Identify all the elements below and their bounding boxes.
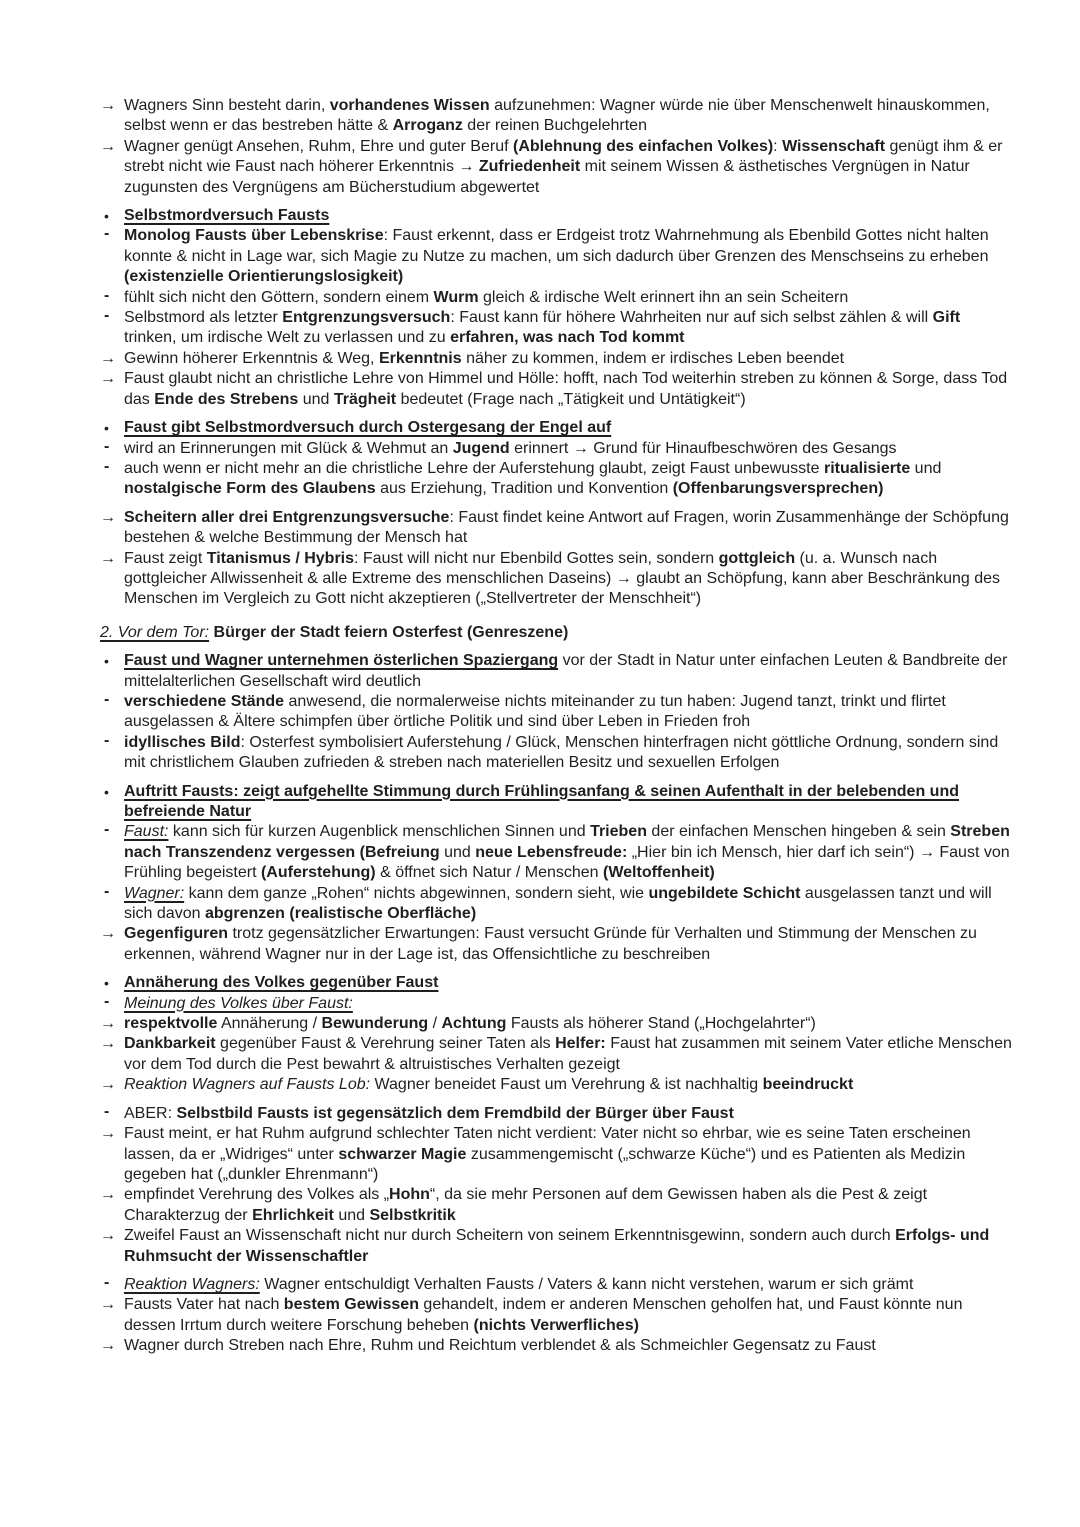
text-run: Selbstbild Fausts ist gegensätzlich dem Fremdbild der Bürger über Faust bbox=[176, 1104, 734, 1122]
dash-marker-icon: - bbox=[104, 307, 110, 325]
text-run: aufzunehmen: Wagner würde nie über Menschenwelt hinauskommen, selbst wenn er das bestreben hätte & bbox=[124, 97, 990, 135]
note-group bbox=[100, 508, 1012, 610]
text-run: nostalgische Form des Glaubens bbox=[124, 480, 376, 498]
text-run: der reinen Buchgelehrten bbox=[462, 117, 647, 135]
note-text bbox=[124, 733, 1012, 774]
text-run: genügt ihm & er strebt nicht wie Faust nach höherer Erkenntnis → bbox=[124, 137, 1003, 176]
arrow-marker-icon: → bbox=[100, 1125, 116, 1143]
text-run: Zufriedenheit bbox=[478, 158, 581, 176]
text-run: / bbox=[428, 1015, 442, 1033]
text-run: mit seinem Wissen & ästhetisches Vergnügen in Natur zugunsten des Vergnügens am Bücherstudium abgewertet bbox=[124, 158, 970, 196]
text-run: ausgelassen tanzt und will sich davon bbox=[124, 884, 992, 923]
note-text bbox=[124, 1275, 1012, 1295]
text-run: erfahren, was nach Tod kommt bbox=[450, 329, 685, 347]
text-run: Wagner beneidet Faust um Verehrung & ist nachhaltig bbox=[370, 1076, 763, 1094]
text-run: und bbox=[333, 1206, 370, 1224]
notes-list bbox=[100, 96, 1012, 1357]
text-run: Titanismus / Hybris bbox=[206, 549, 355, 567]
bullet-marker-icon: • bbox=[104, 783, 109, 800]
text-run: gottgleich bbox=[718, 549, 796, 567]
note-item bbox=[100, 733, 1012, 774]
text-run: gegenüber Faust & Verehrung seiner Taten als bbox=[215, 1035, 556, 1053]
note-item bbox=[100, 226, 1012, 287]
arrow-marker-icon: → bbox=[100, 1015, 116, 1033]
note-item bbox=[100, 1336, 1012, 1356]
note-item bbox=[100, 1124, 1012, 1185]
note-text bbox=[124, 924, 1012, 965]
note-text bbox=[124, 994, 1012, 1014]
text-run: : Faust erkennt, dass er Erdgeist trotz Wahrnehmung als Ebenbild Gottes nicht halten konnte & nicht in Lage war, sich Magie zu Nutze zu machen, um sich dadurch über Grenzen des Menschseins zu erheben bbox=[124, 227, 989, 265]
text-run: respektvolle bbox=[124, 1015, 218, 1033]
note-item bbox=[100, 1275, 1012, 1295]
note-text bbox=[124, 1075, 1012, 1095]
text-run: Auftritt Fausts: zeigt aufgehellte Stimmung durch Frühlingsanfang & seinen Aufenthalt in der belebenden und befreiende Natur bbox=[124, 782, 959, 820]
arrow-marker-icon: → bbox=[100, 508, 116, 526]
text-run: Wagner entschuldigt Verhalten Fausts / Vaters & kann nicht verstehen, warum er sich grämt bbox=[259, 1275, 914, 1293]
text-run: auch wenn er nicht mehr an die christliche Lehre der Auferstehung glaubt, zeigt Faust unbewusste bbox=[124, 459, 824, 477]
text-run: Hohn bbox=[389, 1186, 430, 1204]
text-run: der einfachen Menschen hingeben & sein bbox=[646, 823, 951, 841]
text-run: vorhandenes Wissen bbox=[329, 97, 490, 114]
note-item bbox=[100, 924, 1012, 965]
note-item bbox=[100, 308, 1012, 349]
topic-heading bbox=[100, 651, 1012, 692]
text-run: Faust hat zusammen mit seinem Vater etliche Menschen vor dem Tod durch die Pest bewahrt & altruistisches Verhalten gezeigt bbox=[124, 1035, 1012, 1073]
note-text bbox=[124, 884, 1012, 925]
text-run: Wissenschaft bbox=[782, 137, 886, 155]
note-text bbox=[124, 782, 1012, 823]
text-run: Trägheit bbox=[333, 390, 397, 408]
text-run: (Ablehnung des einfachen Volkes) bbox=[512, 137, 774, 155]
text-run: Zweifel Faust an Wissenschaft nicht nur durch Scheitern von seinem Erkenntnisgewinn, sondern auch durch bbox=[124, 1227, 896, 1245]
text-run: „Hier bin ich Mensch, hier darf ich sein“) → Faust von Frühling begeistert bbox=[124, 843, 1010, 882]
note-group bbox=[100, 973, 1012, 1095]
arrow-marker-icon: → bbox=[100, 1035, 116, 1053]
note-text bbox=[100, 623, 1012, 643]
note-item bbox=[100, 137, 1012, 198]
text-run: Jugend bbox=[452, 439, 510, 457]
text-run: zusammengemischt („schwarze Küche“) und es Patienten als Medizin gegeben hat („dunkler Ehrenmann“) bbox=[124, 1145, 966, 1183]
text-run: Wagner durch Streben nach Ehre, Ruhm und Reichtum verblendet & als Schmeichler Gegensatz zu Faust bbox=[124, 1337, 876, 1355]
text-run: Faust glaubt nicht an christliche Lehre von Himmel und Hölle: hofft, nach Tod weiterhin streben zu können & Sorge, dass Tod das bbox=[124, 370, 1008, 408]
text-run: näher zu kommen, indem er irdisches Leben beendet bbox=[461, 349, 845, 367]
note-item bbox=[100, 508, 1012, 549]
dash-marker-icon: - bbox=[104, 457, 110, 475]
bullet-marker-icon: • bbox=[104, 420, 109, 437]
dash-marker-icon: - bbox=[104, 1102, 110, 1120]
dash-marker-icon: - bbox=[104, 821, 110, 839]
text-run: Faust und Wagner unternehmen österlichen Spaziergang bbox=[124, 652, 559, 670]
note-text bbox=[124, 206, 1012, 226]
dash-marker-icon: - bbox=[104, 437, 110, 455]
text-run: (Befreiung bbox=[359, 843, 440, 861]
note-text bbox=[124, 459, 1012, 500]
text-run: Erfolgs- und Ruhmsucht der Wissenschaftler bbox=[124, 1227, 990, 1265]
note-group bbox=[100, 1275, 1012, 1357]
text-run: Ende des Strebens bbox=[154, 390, 299, 408]
scene-heading bbox=[100, 623, 1012, 643]
note-text bbox=[124, 226, 1012, 287]
note-item bbox=[100, 349, 1012, 369]
arrow-marker-icon: → bbox=[100, 97, 116, 114]
text-run: : Osterfest symbolisiert Auferstehung / Glück, Menschen hinterfragen nicht göttliche Ordnung, sondern sind mit christlichem Glauben zufrieden & streben nach materiellen Besitz und sexuellen Erfolgen bbox=[124, 733, 999, 772]
text-run: Erkenntnis bbox=[378, 349, 462, 367]
dash-marker-icon: - bbox=[104, 225, 110, 243]
note-text bbox=[124, 549, 1012, 610]
bullet-marker-icon: • bbox=[104, 208, 109, 225]
text-run: wird an Erinnerungen mit Glück & Wehmut an bbox=[124, 439, 453, 457]
note-item bbox=[100, 1075, 1012, 1095]
note-item bbox=[100, 549, 1012, 610]
note-text bbox=[124, 651, 1012, 692]
text-run: erinnert → Grund für Hinaufbeschwören des Gesangs bbox=[509, 439, 897, 457]
note-text bbox=[124, 96, 1012, 137]
text-run: aus Erziehung, Tradition und Konvention bbox=[375, 480, 673, 498]
note-group bbox=[100, 623, 1012, 643]
text-run: Reaktion Wagners: bbox=[124, 1275, 260, 1293]
note-item bbox=[100, 1014, 1012, 1034]
text-run: Reaktion Wagners auf Fausts Lob: bbox=[124, 1076, 371, 1094]
text-run: Fausts als höherer Stand („Hochgelahrter“) bbox=[506, 1015, 816, 1033]
text-run: vor der Stadt in Natur unter einfachen Leuten & Bandbreite der mittelalterlichen Gesellschaft wird deutlich bbox=[124, 652, 1008, 690]
note-text bbox=[124, 1185, 1012, 1226]
text-run: und bbox=[298, 390, 334, 408]
text-run: Ehrlichkeit bbox=[252, 1206, 334, 1224]
note-text bbox=[124, 349, 1012, 369]
text-run: ritualisierte bbox=[823, 459, 911, 477]
note-text bbox=[124, 1104, 1012, 1124]
text-run: trotz gegensätzlicher Erwartungen: Faust versucht Gründe für Verhalten und Stimmung der Menschen zu erkennen, während Wagner nur in der Lage ist, das Offensichtliche zu beschreiben bbox=[124, 925, 977, 963]
note-text bbox=[124, 288, 1012, 308]
text-run: Gewinn höherer Erkenntnis & Weg, bbox=[124, 349, 379, 367]
note-item bbox=[100, 692, 1012, 733]
note-text bbox=[124, 1124, 1012, 1185]
arrow-marker-icon: → bbox=[100, 1296, 116, 1314]
note-item bbox=[100, 288, 1012, 308]
arrow-marker-icon: → bbox=[100, 1076, 116, 1094]
note-text bbox=[124, 439, 1012, 459]
dash-marker-icon: - bbox=[104, 286, 110, 304]
text-run: (Auferstehung) bbox=[260, 864, 376, 882]
text-run: Wagners Sinn besteht darin, bbox=[124, 97, 330, 114]
text-run: ABER: bbox=[124, 1104, 177, 1122]
note-text bbox=[124, 1295, 1012, 1336]
text-run: Meinung des Volkes über Faust: bbox=[124, 994, 353, 1012]
note-text bbox=[124, 369, 1012, 410]
note-text bbox=[124, 822, 1012, 883]
text-run: und bbox=[439, 843, 476, 861]
note-text bbox=[124, 137, 1012, 198]
note-text bbox=[124, 973, 1012, 993]
text-run: empfindet Verehrung des Volkes als „ bbox=[124, 1186, 390, 1204]
arrow-marker-icon: → bbox=[100, 925, 116, 943]
text-run: Faust: bbox=[124, 823, 169, 841]
note-group bbox=[100, 651, 1012, 773]
text-run: Selbstkritik bbox=[369, 1206, 456, 1224]
text-run: Gegenfiguren bbox=[124, 925, 229, 943]
note-item bbox=[100, 1295, 1012, 1336]
note-item bbox=[100, 994, 1012, 1014]
text-run: Achtung bbox=[441, 1015, 507, 1033]
text-run: beeindruckt bbox=[762, 1076, 854, 1094]
topic-heading bbox=[100, 973, 1012, 993]
note-text bbox=[124, 418, 1012, 438]
text-run: Selbstmordversuch Fausts bbox=[124, 207, 330, 225]
note-item bbox=[100, 1226, 1012, 1267]
text-run: : Faust kann für höhere Wahrheiten nur auf sich selbst zählen & will bbox=[450, 309, 933, 327]
note-item bbox=[100, 439, 1012, 459]
dash-marker-icon: - bbox=[104, 882, 110, 900]
note-item bbox=[100, 1104, 1012, 1124]
note-group bbox=[100, 96, 1012, 198]
text-run: Faust gibt Selbstmordversuch durch Ostergesang der Engel auf bbox=[124, 419, 612, 437]
text-run: Helfer: bbox=[555, 1035, 606, 1053]
text-run: (u. a. Wunsch nach gottgleicher Allwissenheit & alle Extreme des menschlichen Daseins) → glaubt an Schöpfung, kann aber Beschränkung des Menschen im Vergleich zu Gott nicht akzeptieren („Stellvertreter der Menschheit“) bbox=[124, 549, 1001, 608]
text-run: & öffnet sich Natur / Menschen bbox=[375, 864, 603, 882]
text-run: Wagner genügt Ansehen, Ruhm, Ehre und guter Beruf bbox=[124, 137, 513, 155]
dash-marker-icon: - bbox=[104, 690, 110, 708]
arrow-marker-icon: → bbox=[100, 137, 116, 155]
note-group bbox=[100, 206, 1012, 410]
text-run: (existenzielle Orientierungslosigkeit) bbox=[124, 268, 404, 286]
text-run: : Faust will nicht nur Ebenbild Gottes sein, sondern bbox=[354, 549, 719, 567]
text-run: anwesend, die normalerweise nichts miteinander zu tun haben: Jugend tanzt, trinkt und flirtet ausgelassen & Ältere schimpfen über örtliche Politik und sind über Leben in Frieden froh bbox=[124, 692, 946, 731]
text-run: fühlt sich nicht den Göttern, sondern einem bbox=[124, 288, 434, 306]
note-text bbox=[124, 308, 1012, 349]
text-run: : Faust findet keine Antwort auf Fragen, worin Zusammenhänge der Schöpfung bestehen & welche Bestimmung der Mensch hat bbox=[124, 508, 1009, 547]
note-text bbox=[124, 692, 1012, 733]
bullet-marker-icon: • bbox=[104, 975, 109, 992]
note-text bbox=[124, 1226, 1012, 1267]
text-run: Wurm bbox=[433, 288, 479, 306]
text-run: (Weltoffenheit) bbox=[603, 864, 715, 882]
arrow-marker-icon: → bbox=[100, 549, 116, 567]
note-item bbox=[100, 1185, 1012, 1226]
text-run: “, da sie mehr Personen auf dem Gewissen haben als die Pest & zeigt Charakterzug der bbox=[124, 1186, 928, 1224]
text-run: schwarzer Magie bbox=[338, 1145, 467, 1163]
text-run: kann sich für kurzen Augenblick menschlichen Sinnen und bbox=[168, 823, 591, 841]
text-run: Fausts Vater hat nach bbox=[124, 1296, 284, 1314]
arrow-marker-icon: → bbox=[100, 1186, 116, 1204]
note-item bbox=[100, 369, 1012, 410]
note-item bbox=[100, 822, 1012, 883]
note-group bbox=[100, 1104, 1012, 1267]
text-run: Bewunderung bbox=[321, 1015, 429, 1033]
dash-marker-icon: - bbox=[104, 731, 110, 749]
text-run: neue Lebensfreude: bbox=[475, 843, 628, 861]
text-run: 2. Vor dem Tor: bbox=[100, 623, 210, 641]
text-run: (nichts Verwerfliches) bbox=[473, 1316, 639, 1334]
arrow-marker-icon: → bbox=[100, 349, 116, 367]
text-run: Entgrenzungsversuch bbox=[282, 309, 451, 327]
topic-heading bbox=[100, 418, 1012, 438]
text-run: ungebildete Schicht bbox=[648, 884, 801, 902]
text-run: bedeutet (Frage nach „Tätigkeit und Untätigkeit“) bbox=[396, 390, 746, 408]
text-run: gleich & irdische Welt erinnert ihn an sein Scheitern bbox=[478, 288, 849, 306]
dash-marker-icon: - bbox=[104, 992, 110, 1010]
note-text bbox=[124, 508, 1012, 549]
text-run: gehandelt, indem er anderen Menschen geholfen hat, und Faust könnte nun dessen Irrtum durch weitere Forschung beheben bbox=[124, 1296, 963, 1334]
text-run: bestem Gewissen bbox=[283, 1296, 419, 1314]
note-item bbox=[100, 96, 1012, 137]
text-run: (Offenbarungsversprechen) bbox=[672, 480, 884, 498]
text-run: Wagner: bbox=[124, 884, 185, 902]
text-run: Annäherung / bbox=[217, 1015, 322, 1033]
text-run: Bürger der Stadt feiern Osterfest (Genreszene) bbox=[209, 623, 569, 641]
text-run: Arroganz bbox=[392, 117, 463, 135]
text-run: Dankbarkeit bbox=[124, 1035, 216, 1053]
text-run: idyllisches Bild bbox=[124, 733, 241, 751]
text-run: Monolog Fausts über Lebenskrise bbox=[124, 227, 384, 245]
text-run: : bbox=[773, 137, 783, 155]
text-run: Scheitern aller drei Entgrenzungsversuche bbox=[124, 508, 450, 526]
text-run: Annäherung des Volkes gegenüber Faust bbox=[124, 974, 439, 992]
text-run: Gift bbox=[932, 309, 961, 327]
text-run: Selbstmord als letzter bbox=[124, 309, 283, 327]
dash-marker-icon: - bbox=[104, 1273, 110, 1291]
note-item bbox=[100, 459, 1012, 500]
note-text bbox=[124, 1034, 1012, 1075]
note-group bbox=[100, 418, 1012, 500]
text-run: und bbox=[910, 459, 942, 477]
topic-heading bbox=[100, 206, 1012, 226]
topic-heading bbox=[100, 782, 1012, 823]
bullet-marker-icon: • bbox=[104, 653, 109, 670]
note-group bbox=[100, 782, 1012, 966]
arrow-marker-icon: → bbox=[100, 1337, 116, 1355]
text-run: Faust meint, er hat Ruhm aufgrund schlechter Taten nicht verdient: Vater nicht so ehrbar, wie es seine Taten erscheinen lassen, da er „Widriges“ unter bbox=[124, 1125, 971, 1163]
text-run: Trieben bbox=[590, 823, 647, 841]
note-text bbox=[124, 1336, 1012, 1356]
arrow-marker-icon: → bbox=[100, 1227, 116, 1245]
text-run: abgrenzen (realistische Oberfläche) bbox=[204, 905, 477, 923]
arrow-marker-icon: → bbox=[100, 370, 116, 388]
text-run: Streben nach Transzendenz vergessen bbox=[124, 823, 1010, 861]
text-run: kann dem ganze „Rohen“ nichts abgewinnen, sondern sieht, wie bbox=[184, 884, 649, 902]
note-item bbox=[100, 884, 1012, 925]
text-run: Faust zeigt bbox=[124, 549, 207, 567]
note-text bbox=[124, 1014, 1012, 1034]
text-run: verschiedene Stände bbox=[124, 692, 285, 710]
text-run: trinken, um irdische Welt zu verlassen und zu bbox=[124, 329, 451, 347]
note-item bbox=[100, 1034, 1012, 1075]
